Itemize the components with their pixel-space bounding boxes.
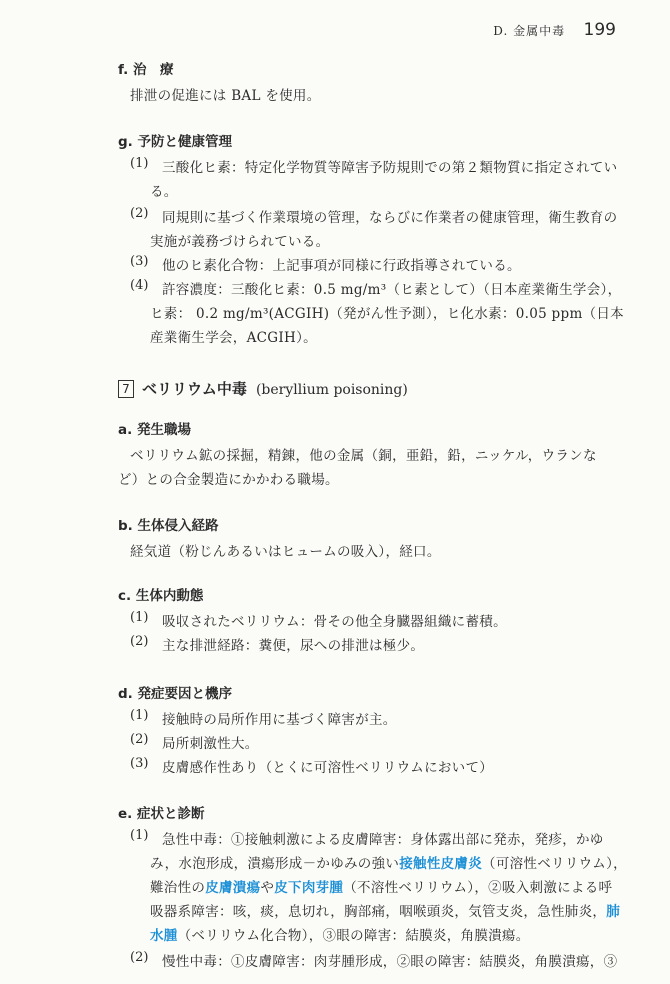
e-item-1-line [150, 924, 530, 944]
e-item-1-num: (1) [130, 828, 149, 843]
heading-g: g. 予防と健康管理 [118, 134, 232, 150]
heading-f: f. 治 療 [118, 62, 174, 78]
text-span: 難治性の [150, 880, 206, 896]
a-text-line: ベリリウム鉱の採掘，精錬，他の金属（銅，亜鉛，鉛，ニッケル，ウランな [130, 448, 597, 464]
c-item-2-text: 主な排泄経路：糞便，尿への排泄は極少。 [162, 638, 425, 654]
text-span: （不溶性ベリリウム），②吸入刺激による呼 [343, 880, 613, 896]
text-span: （可溶性ベリリウム）， [482, 856, 627, 872]
heading-e: e. 症状と診断 [118, 806, 205, 822]
section-number-box: 7 [118, 380, 134, 398]
section-subtitle: (beryllium poisoning) [255, 382, 408, 398]
g-item-1-line: る。 [150, 184, 178, 200]
e-item-1-line [150, 876, 612, 896]
term-subcutaneous-granuloma: 皮下肉芽腫 [274, 880, 344, 896]
heading-a: a. 発生職場 [118, 422, 191, 438]
text-span: （ベリリウム化合物），③眼の障害：結膜炎，角膜潰瘍。 [177, 928, 530, 944]
d-item-1-text: 接触時の局所作用に基づく障害が主。 [162, 712, 397, 728]
e-item-1-line: 急性中毒：①接触刺激による皮膚障害：身体露出部に発赤，発疹，かゆ [162, 832, 604, 848]
text-span: 吸器系障害：咳，痰，息切れ，胸部痛，咽喉頭炎，気管支炎，急性肺炎， [150, 904, 607, 920]
g-item-2-num: (2) [130, 206, 149, 221]
f-text: 排泄の促進には BAL を使用。 [130, 88, 321, 104]
e-item-2-text: 慢性中毒：①皮膚障害：肉芽腫形成，②眼の障害：結膜炎，角膜潰瘍，③ [162, 954, 618, 970]
g-item-1-line: 三酸化ヒ素：特定化学物質等障害予防規則での第２類物質に指定されてい [162, 160, 618, 176]
text-span: み，水泡形成，潰瘍形成－かゆみの強い [150, 856, 400, 872]
term-contact-dermatitis: 接触性皮膚炎 [399, 856, 483, 872]
d-item-1-num: (1) [130, 708, 149, 723]
c-item-2-num: (2) [130, 634, 149, 649]
b-text: 経気道（粉じんあるいはヒュームの吸入），経口。 [130, 544, 441, 560]
e-item-1-line [150, 900, 620, 920]
c-item-1-text: 吸収されたベリリウム：骨その他全身臓器組織に蓄積。 [162, 614, 507, 630]
heading-d: d. 発症要因と機序 [118, 686, 232, 702]
term-pulmonary-edema-part2: 水腫 [150, 928, 178, 944]
g-item-2-line: 同規則に基づく作業環境の管理，ならびに作業者の健康管理，衛生教育の [162, 210, 618, 226]
chapter-title: D. 金属中毒 [493, 24, 566, 38]
a-text-line: ど）との合金製造にかかわる職場。 [118, 472, 339, 488]
g-item-3-num: (3) [130, 254, 149, 269]
term-skin-ulcer: 皮膚潰瘍 [205, 880, 261, 896]
section-title: ベリリウム中毒 [142, 380, 247, 398]
e-item-1-line [150, 852, 627, 872]
g-item-4-num: (4) [130, 278, 149, 293]
c-item-1-num: (1) [130, 610, 149, 625]
g-item-4-line: 産業衛生学会，ACGIH）。 [150, 330, 317, 346]
section-heading [118, 378, 408, 399]
g-item-2-line: 実施が義務づけられている。 [150, 234, 330, 250]
d-item-3-text: 皮膚感作性あり（とくに可溶性ベリリウムにおいて） [162, 760, 494, 776]
page-header [493, 20, 616, 40]
heading-b: b. 生体侵入経路 [118, 518, 219, 534]
g-item-4-line: 許容濃度：三酸化ヒ素：0.5 mg/m³（ヒ素として）（日本産業衛生学会）， [162, 282, 622, 298]
d-item-3-num: (3) [130, 756, 149, 771]
g-item-4-line: ヒ素： 0.2 mg/m³(ACGIH)（発がん性予測），ヒ化水素：0.05 ppm（日本 [150, 306, 624, 322]
g-item-1-num: (1) [130, 156, 149, 171]
e-item-2-num: (2) [130, 950, 149, 965]
heading-c: c. 生体内動態 [118, 588, 204, 604]
g-item-3-line: 他のヒ素化合物：上記事項が同様に行政指導されている。 [162, 258, 521, 274]
d-item-2-num: (2) [130, 732, 149, 747]
d-item-2-text: 局所刺激性大。 [162, 736, 259, 752]
page-number: 199 [583, 20, 616, 40]
term-pulmonary-edema-part1: 肺 [606, 904, 621, 920]
text-span: や [260, 880, 275, 896]
